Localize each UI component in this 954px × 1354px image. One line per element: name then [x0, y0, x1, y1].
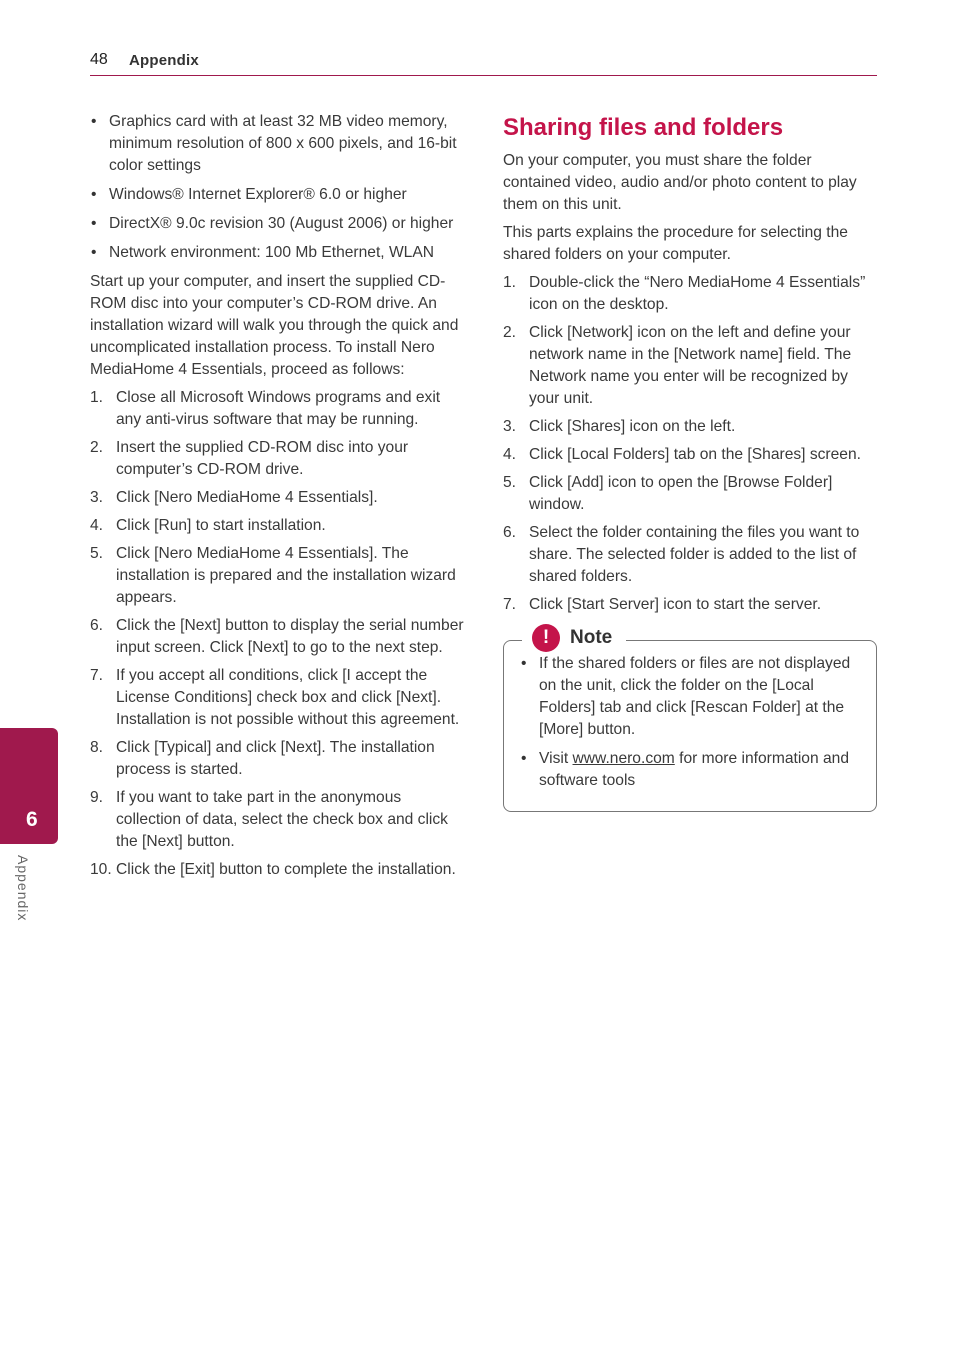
- step-text: Click [Nero MediaHome 4 Essentials]. The installation is prepared and the installation wizard appears.: [116, 545, 456, 606]
- step-text: Click [Shares] icon on the left.: [529, 418, 736, 435]
- note-text: for more information and software tools: [539, 750, 849, 789]
- list-item: [90, 665, 468, 731]
- sharing-explanation: This parts explains the procedure for selecting the shared folders on your computer.: [503, 224, 848, 263]
- step-text: Click [Run] to start installation.: [116, 517, 326, 534]
- note-list: [520, 653, 860, 792]
- page-number: 48: [90, 51, 108, 68]
- step-number: 1.: [90, 389, 104, 406]
- install-steps: [90, 387, 468, 881]
- step-number: 2.: [503, 324, 517, 341]
- list-item: • Network environment: 100 Mb Ethernet, WLAN: [90, 242, 468, 264]
- step-number: 9.: [90, 789, 104, 806]
- step-text: Click [Network] icon on the left and define your network name in the [Network name] field. The Network name you enter will be recognized by your unit.: [529, 324, 852, 407]
- step-text: If you accept all conditions, click [I accept the License Conditions] check box and click [Next]. Installation is not possible without this agreement.: [116, 667, 460, 728]
- step-number: 3.: [90, 489, 104, 506]
- step-number: 3.: [503, 418, 517, 435]
- step-text: Click [Typical] and click [Next]. The installation process is started.: [116, 739, 435, 778]
- list-item: [90, 859, 468, 881]
- list-item: [90, 615, 468, 659]
- requirements-list: [90, 111, 468, 264]
- step-text: If you want to take part in the anonymous collection of data, select the check box and click the [Next] button.: [116, 789, 448, 850]
- step-number: 10.: [90, 861, 112, 878]
- list-item: • Windows® Internet Explorer® 6.0 or higher: [90, 184, 468, 206]
- right-column: [503, 111, 879, 812]
- step-text: Click [Local Folders] tab on the [Shares] screen.: [529, 446, 861, 463]
- header-section-title: Appendix: [129, 52, 199, 69]
- step-text: Select the folder containing the files you want to share. The selected folder is added to the list of shared folders.: [529, 524, 860, 585]
- list-item: [503, 522, 879, 588]
- step-number: 4.: [90, 517, 104, 534]
- section-heading: Sharing files and folders: [503, 114, 784, 141]
- note-text: Visit: [539, 750, 573, 767]
- step-number: 1.: [503, 274, 517, 291]
- step-number: 5.: [90, 545, 104, 562]
- list-item: • Graphics card with at least 32 MB video memory, minimum resolution of 800 x 600 pixels, and 16-bit color settings: [90, 111, 468, 177]
- list-item: [90, 487, 468, 509]
- step-number: 4.: [503, 446, 517, 463]
- list-item: [90, 437, 468, 481]
- note-title: Note: [570, 627, 613, 648]
- exclamation-icon: !: [532, 624, 560, 652]
- nero-link[interactable]: www.nero.com: [572, 750, 675, 767]
- install-intro: Start up your computer, and insert the supplied CD-ROM disc into your computer’s CD-ROM drive. An installation wizard will walk you through the quick and uncomplicated installation process. To install Nero MediaHome 4 Essentials, proceed as follows:: [90, 273, 459, 378]
- chapter-number: 6: [26, 808, 38, 831]
- chapter-label: Appendix: [15, 855, 31, 922]
- list-item: [503, 594, 879, 616]
- sharing-intro: On your computer, you must share the folder contained video, audio and/or photo content to play them on this unit.: [503, 152, 857, 213]
- step-number: 6.: [503, 524, 517, 541]
- step-number: 6.: [90, 617, 104, 634]
- note-header: [522, 624, 626, 652]
- list-item: [90, 515, 468, 537]
- left-column: [90, 111, 468, 887]
- step-text: Click the [Exit] button to complete the installation.: [116, 861, 456, 878]
- step-text: Insert the supplied CD-ROM disc into your computer’s CD-ROM drive.: [116, 439, 409, 478]
- list-item: [90, 543, 468, 609]
- list-item: • If the shared folders or files are not displayed on the unit, click the folder on the [Local Folders] tab and click [Rescan Folder] at the [More] button.: [520, 653, 860, 741]
- list-item: [503, 444, 879, 466]
- list-item: [503, 272, 879, 316]
- list-item: [503, 322, 879, 410]
- step-number: 2.: [90, 439, 104, 456]
- step-text: Close all Microsoft Windows programs and exit any anti-virus software that may be running.: [116, 389, 441, 428]
- step-text: Double-click the “Nero MediaHome 4 Essentials” icon on the desktop.: [529, 274, 866, 313]
- list-item: [90, 787, 468, 853]
- step-text: Click [Add] icon to open the [Browse Folder] window.: [529, 474, 833, 513]
- list-item: [520, 748, 860, 792]
- sharing-steps: [503, 272, 879, 616]
- list-item: [90, 737, 468, 781]
- step-number: 5.: [503, 474, 517, 491]
- step-number: 7.: [503, 596, 517, 613]
- page-header: [90, 47, 877, 76]
- list-item: [90, 387, 468, 431]
- list-item: • DirectX® 9.0c revision 30 (August 2006) or higher: [90, 213, 468, 235]
- note-box: [503, 627, 877, 812]
- list-item: [503, 416, 879, 438]
- step-number: 8.: [90, 739, 104, 756]
- step-text: Click [Start Server] icon to start the server.: [529, 596, 822, 613]
- step-text: Click the [Next] button to display the serial number input screen. Click [Next] to go to the next step.: [116, 617, 464, 656]
- step-number: 7.: [90, 667, 104, 684]
- list-item: [503, 472, 879, 516]
- step-text: Click [Nero MediaHome 4 Essentials].: [116, 489, 378, 506]
